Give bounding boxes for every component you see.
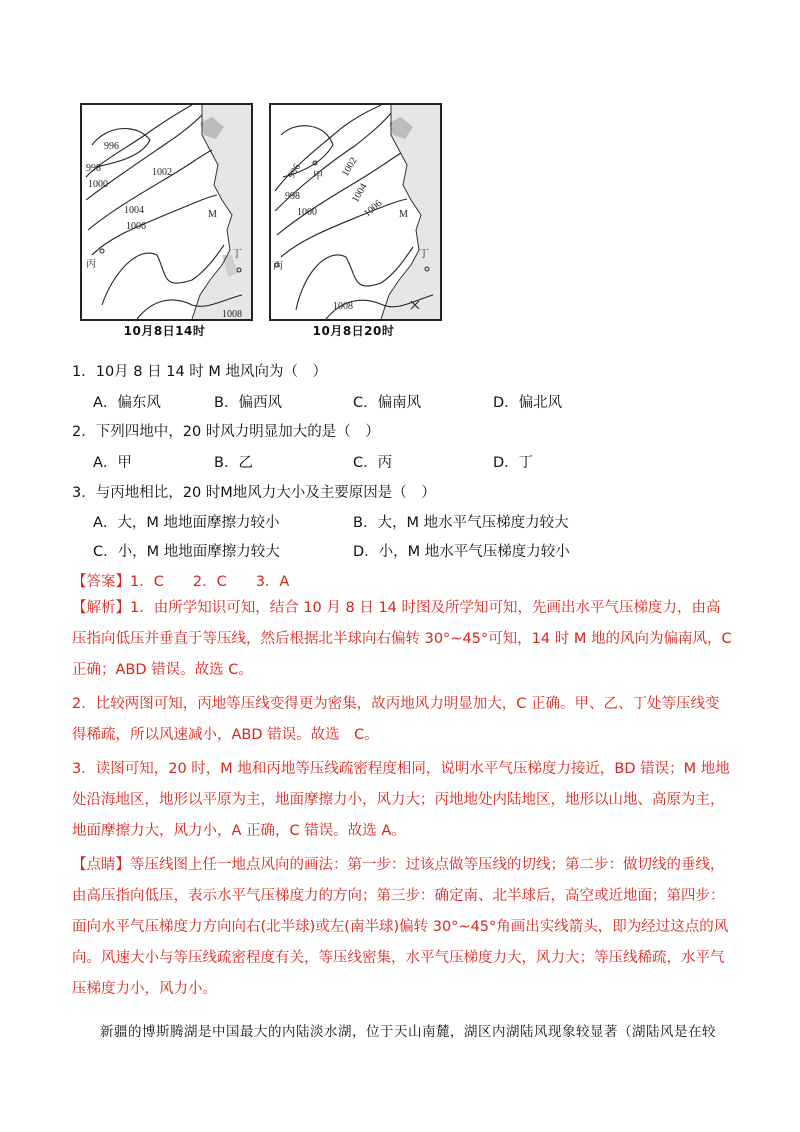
q1-option-a: A．偏东风 <box>93 395 161 411</box>
analysis-text-1: 1．由所学知识可知，结合 10 月 8 日 14 时图及所学知可知，先画出水平气压梯度力，由高压指向低压并垂直于等压线，然后根据北半球向右偏转 30°~45°可知，14 时 M 地的风向为偏南风，C 正确；ABD 错误。故选 C。 <box>72 600 732 678</box>
analysis-tag: 【解析】 <box>72 600 130 616</box>
answer-tag: 【答案】 <box>72 574 130 590</box>
q1-option-d: D．偏北风 <box>493 395 563 411</box>
analysis-p2: 2．比较两图可知，丙地等压线变得更为密集，故丙地风力明显加大，C 正确。甲、乙、丁处等压线变得稀疏，所以风速减小，ABD 错误。故选 C。 <box>72 696 720 743</box>
answer-text: 1．C 2．C 3．A <box>130 574 290 590</box>
map1-caption: 10月8日14时 <box>123 324 206 338</box>
q1-option-c: C．偏南风 <box>353 395 422 411</box>
isobar-maps <box>80 103 448 343</box>
tip-paragraph <box>72 850 732 1005</box>
map2-contour-label-1000: 1000 <box>297 207 317 218</box>
map2-contour-label-1006: 1006 <box>361 198 385 220</box>
answer-line <box>72 570 289 591</box>
map1-place-ding: 丁 <box>232 249 242 260</box>
map2-caption: 10月8日20时 <box>312 324 395 338</box>
analysis-p1 <box>72 593 732 686</box>
q2-option-b: B．乙 <box>214 455 253 471</box>
next-passage: 新疆的博斯腾湖是中国最大的内陆淡水湖，位于天山南麓，湖区内湖陆风现象较显著（湖陆风是在较 <box>100 1024 716 1040</box>
isobar-map-20h-figure <box>271 105 440 319</box>
map1-contour-label-1004: 1004 <box>124 205 144 216</box>
map2-contour-label-996: 996 <box>286 162 304 181</box>
analysis-block <box>72 593 732 1005</box>
q2-option-a: A．甲 <box>93 455 132 471</box>
map1-place-bing: 丙 <box>86 259 96 270</box>
map2-contour-label-1002: 1002 <box>340 155 360 179</box>
map2-place-m: M <box>399 209 408 220</box>
q2-option-d: D．丁 <box>493 455 534 471</box>
isobar-map-14h <box>80 103 253 321</box>
question-2-stem: 2．下列四地中，20 时风力明显加大的是（ ） <box>72 424 380 440</box>
map2-contour-label-998: 998 <box>285 191 300 202</box>
isobar-map-14h-figure <box>82 105 251 319</box>
analysis-p3: 3．读图可知，20 时，M 地和丙地等压线疏密程度相同，说明水平气压梯度力接近，BD 错误；M 地地处沿海地区，地形以平原为主，地面摩擦力小，风力大；丙地地处内陆地区，地形以山地、高原为主，地面摩擦力大，风力小，A 正确，C 错误。故选 A。 <box>72 761 730 839</box>
map2-place-jia: 甲 <box>313 171 323 182</box>
map1-place-m: M <box>208 209 217 220</box>
map1-contour-label-1000: 1000 <box>88 179 108 190</box>
map1-contour-label-998: 998 <box>86 163 101 174</box>
question-3-stem: 3．与丙地相比，20 时M地风力大小及主要原因是（ ） <box>72 485 436 501</box>
q1-option-b: B．偏西风 <box>214 395 282 411</box>
tip-text: 等压线图上任一地点风向的画法：第一步：过该点做等压线的切线；第二步：做切线的垂线，由高压指向低压，表示水平气压梯度力的方向；第三步：确定南、北半球后，高空或近地面；第四步：面向水平气压梯度力方向向右(北半球)或左(南半球)偏转 30°~45°角画出实线箭头，即为经过这点的风向。风速大小与等压线疏密程度有关，等压线密集，水平气压梯度力大，风力大；等压线稀疏，水平气压梯度力小，风力小。 <box>72 857 729 997</box>
question-1-stem: 1．10月 8 日 14 时 M 地风向为（ ） <box>72 364 328 380</box>
map1-contour-label-1002: 1002 <box>152 167 172 178</box>
q2-option-c: C．丙 <box>353 455 393 471</box>
map2-place-ding: 丁 <box>419 249 429 260</box>
q3-option-a: A．大，M 地地面摩擦力较小 <box>93 515 280 531</box>
map2-place-bing: 丙 <box>273 261 283 272</box>
q3-option-c: C．小，M 地地面摩擦力较大 <box>93 544 280 560</box>
map2-contour-label-1004: 1004 <box>350 181 370 205</box>
tip-tag: 【点睛】 <box>72 857 130 873</box>
isobar-map-20h <box>269 103 442 321</box>
map1-contour-label-1006: 1006 <box>126 221 146 232</box>
map1-bing-point <box>100 249 104 253</box>
q3-option-b: B．大，M 地水平气压梯度力较大 <box>353 515 569 531</box>
map1-contour-label-996: 996 <box>104 141 119 152</box>
map2-contour-label-1008: 1008 <box>333 301 353 312</box>
map1-contour-label-1008: 1008 <box>222 309 242 319</box>
q3-option-d: D．小，M 地水平气压梯度力较小 <box>353 544 570 560</box>
